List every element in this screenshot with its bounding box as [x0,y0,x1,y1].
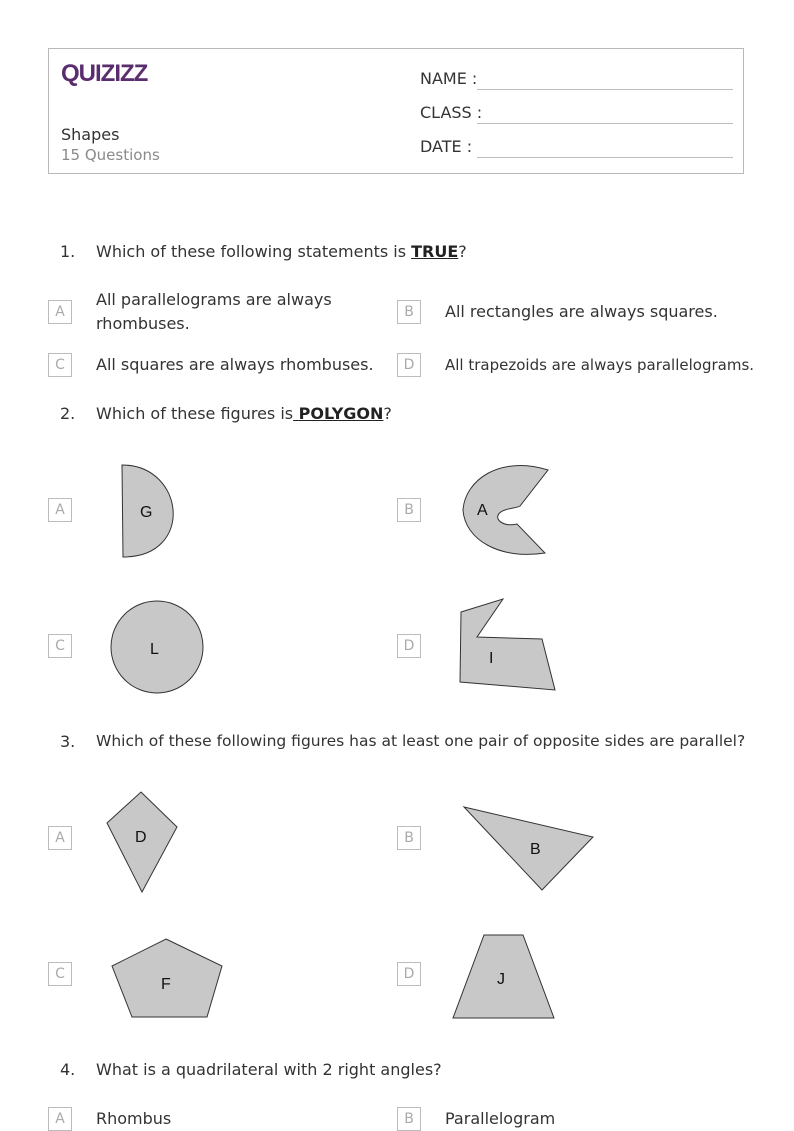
name-field[interactable] [420,69,733,93]
option-box-b[interactable]: B [397,826,421,850]
option-box-b[interactable]: B [397,300,421,324]
question-text [96,404,392,423]
quizizz-logo [61,59,153,87]
option-text: All trapezoids are always parallelograms. [445,356,755,374]
option-box-d[interactable]: D [397,634,421,658]
question-number: 3. [60,732,76,751]
question-number: 2. [60,404,76,423]
option-text: All squares are always rhombuses. [96,355,374,374]
option-box-a[interactable]: A [48,498,72,522]
shape-label: J [497,971,505,988]
question-text-part: Which of these following statements is [96,242,412,261]
class-label: CLASS : [420,103,483,122]
class-line[interactable] [477,123,733,124]
shape-label: L [150,641,159,658]
shape-circle-l [105,596,209,700]
question-emphasis: POLYGON [293,404,384,423]
question-number: 4. [60,1060,76,1079]
option-box-d[interactable]: D [397,353,421,377]
question-text-part: ? [458,242,467,261]
svg-text:QUIZIZZ: QUIZIZZ [61,60,148,87]
option-box-a[interactable]: A [48,826,72,850]
question-count: 15 Questions [61,146,160,164]
worksheet-header [48,48,744,174]
question-text: Which of these following figures has at least one pair of opposite sides are parallel? [96,732,746,750]
option-text: All parallelograms are always rhombuses. [96,290,332,333]
option-text: Parallelogram [445,1109,556,1128]
shape-label: F [161,976,171,993]
class-field[interactable] [420,103,733,127]
option-box-c[interactable]: C [48,962,72,986]
option-box-c[interactable]: C [48,353,72,377]
option-box-a[interactable]: A [48,1107,72,1131]
name-line[interactable] [477,89,733,90]
shape-label: B [530,841,541,858]
question-number: 1. [60,242,76,261]
shape-half-disc-g [110,460,190,564]
question-emphasis: TRUE [411,242,459,261]
question-text-part: Which of these figures is [96,404,294,423]
shape-label: G [140,504,153,521]
shape-trapezoid-j [448,930,560,1022]
question-text [96,242,467,261]
date-line[interactable] [477,157,733,158]
worksheet-title: Shapes [61,125,120,144]
shape-label: A [477,502,488,519]
option-box-a[interactable]: A [48,300,72,324]
option-box-b[interactable]: B [397,498,421,522]
option-box-c[interactable]: C [48,634,72,658]
date-label: DATE : [420,137,473,156]
shape-pacman-a [455,460,565,560]
shape-label: I [489,650,494,667]
question-text-part: ? [383,404,392,423]
shape-pentagon-f [107,934,227,1022]
name-label: NAME : [420,69,478,88]
shape-label: D [135,829,147,846]
question-text: What is a quadrilateral with 2 right angles? [96,1060,442,1079]
option-box-b[interactable]: B [397,1107,421,1131]
shape-polygon-i [455,594,561,694]
option-box-d[interactable]: D [397,962,421,986]
option-text: All rectangles are always squares. [445,302,718,321]
date-field[interactable] [420,137,733,161]
option-text: Rhombus [96,1109,172,1128]
shape-triangle-b [458,800,598,894]
shape-kite-d [102,788,182,896]
